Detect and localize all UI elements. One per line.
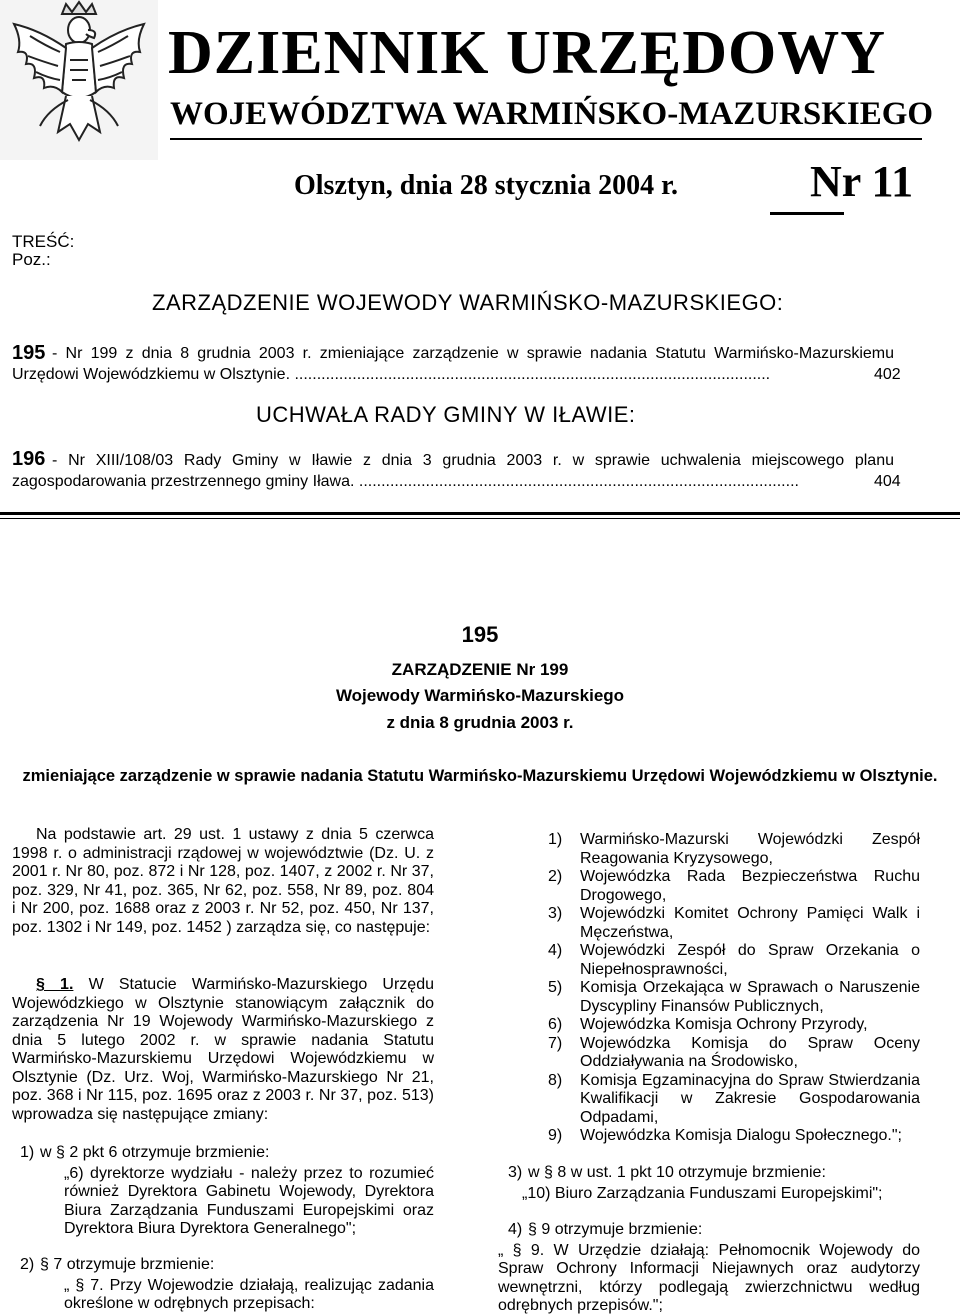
item-text: Wojewódzki Komitet Ochrony Pamięci Walk i Męczeństwa,	[580, 905, 920, 941]
item-number: 3)	[548, 905, 563, 922]
list-item	[548, 868, 920, 905]
item-number: 9)	[548, 1127, 563, 1144]
item-number: 5)	[548, 979, 563, 996]
change-4	[498, 1221, 920, 1316]
toc-divider-thin	[0, 518, 960, 519]
toc-entry-text: zagospodarowania przestrzennego gminy Iława. ...................................................................................................	[12, 473, 799, 490]
list-item	[548, 831, 920, 868]
issue-number: Nr 11	[810, 157, 914, 206]
change-head: w § 2 pkt 6 otrzymuje brzmienie:	[40, 1144, 270, 1161]
change-number: 4)	[508, 1221, 523, 1238]
item-text: Wojewódzka Komisja do Spraw Oceny Oddziaływania na Środowisko,	[580, 1034, 920, 1070]
act-type: ZARZĄDZENIE Nr 199	[391, 660, 569, 679]
list-item	[548, 979, 920, 1016]
change-head: § 7 otrzymuje brzmienie:	[40, 1256, 215, 1273]
paragraph-text: W Statucie Warmińsko-Mazurskiego Urzędu Wojewódzkiego w Olsztynie stanowiącym załącznik do zarządzenia Nr 19 Wojewody Warmińsko-Mazurskiego z dnia 5 lutego 2002 r. w sprawie nadania Statutu Warmińsko-Mazurskiemu Urzędowi Wojewódzkiemu w Olsztynie (Dz. Urz. Woj, Warmińsko-Mazurskiego Nr 21, poz. 368 i Nr 115, poz. 1695 oraz z 2003 r. Nr 37, poz. 513) wprowadza się następujące zmiany:	[12, 976, 434, 1123]
toc-position-label: Poz.:	[12, 250, 51, 269]
list-item	[548, 905, 920, 942]
toc-entry-page: 402	[868, 366, 901, 384]
change-body: „6) dyrektorze wydziału - należy przez to rozumieć również Dyrektora Gabinetu Wojewody, Dyrektora Biura Zarządzania Funduszami Europejskimi oraz Dyrektora Biura Dyrektora Generalnego";	[64, 1164, 434, 1237]
act-date: z dnia 8 grudnia 2003 r.	[386, 713, 574, 732]
item-number: 6)	[548, 1016, 563, 1033]
change-head: w § 8 w ust. 1 pkt 10 otrzymuje brzmienie:	[528, 1164, 826, 1181]
change-body: „ § 9. W Urzędzie działają: Pełnomocnik Wojewody do Spraw Ochrony Informacji Niejawnych oraz audytorzy wewnętrzni, którzy podlegają zwierzchnictwu według odrębnych przepisów.";	[498, 1241, 920, 1314]
toc-section-heading: ZARZĄDZENIE WOJEWODY WARMIŃSKO-MAZURSKIEGO:	[152, 290, 784, 315]
item-text: Komisja Orzekająca w Sprawach o Naruszenie Dyscypliny Finansów Publicznych,	[580, 979, 920, 1015]
act-number: 195	[461, 622, 499, 647]
item-text: Wojewódzki Zespół do Spraw Orzekania o Niepełnosprawności,	[580, 942, 920, 978]
item-text: Warmińsko-Mazurski Wojewódzki Zespół Reagowania Kryzysowego,	[580, 831, 920, 867]
journal-subtitle: WOJEWÓDZTWA WARMIŃSKO-MAZURSKIEGO	[170, 96, 934, 132]
item-text: Wojewódzka Rada Bezpieczeństwa Ruchu Drogowego,	[580, 868, 920, 904]
change-1	[20, 1144, 434, 1239]
change-number: 2)	[20, 1256, 35, 1273]
toc-entry-text: - Nr 199 z dnia 8 grudnia 2003 r. zmieniające zarządzenie w sprawie nadania Statutu Warmińsko-Mazurskiemu	[52, 345, 894, 362]
preamble	[12, 826, 434, 937]
item-number: 8)	[548, 1071, 563, 1089]
paragraph-sign: § 1.	[36, 976, 74, 993]
item-text: Wojewódzka Komisja Dialogu Społecznego.";	[580, 1127, 902, 1144]
place-date: Olsztyn, dnia 28 stycznia 2004 r.	[294, 170, 678, 201]
toc-label: TREŚĆ:	[12, 232, 75, 251]
item-number: 4)	[548, 942, 563, 959]
act-subject: zmieniające zarządzenie w sprawie nadania Statutu Warmińsko-Mazurskiemu Urzędowi Wojewódzkiemu w Olsztynie.	[22, 767, 938, 785]
list-item	[548, 1072, 920, 1128]
item-text: Wojewódzka Komisja Ochrony Przyrody,	[580, 1016, 868, 1033]
toc-entry-number: 195	[12, 342, 46, 364]
paragraph-1	[12, 976, 434, 1124]
list-item	[548, 1035, 920, 1072]
toc-entry-text: Urzędowi Wojewódzkiemu w Olsztynie. ...........................................................................................................	[12, 366, 771, 383]
toc-entry-number: 196	[12, 448, 46, 470]
change-body: „10) Biuro Zarządzania Funduszami Europejskimi";	[522, 1184, 883, 1202]
list-item	[548, 942, 920, 979]
committee-list	[548, 831, 920, 1146]
list-item	[548, 1016, 920, 1035]
toc-divider	[0, 512, 960, 515]
eagle-emblem-icon	[0, 0, 158, 160]
journal-title: DZIENNIK URZĘDOWY	[168, 19, 887, 87]
act-issuer: Wojewody Warmińsko-Mazurskiego	[335, 686, 625, 705]
change-2	[20, 1256, 434, 1314]
toc-entry-text: - Nr XIII/108/03 Rady Gminy w Iławie z dnia 3 grudnia 2003 r. w sprawie uchwalenia miejscowego planu	[52, 452, 894, 469]
item-text: Komisja Egzaminacyjna do Spraw Stwierdzania Kwalifikacji w Zakresie Gospodarowania Odpadami,	[580, 1071, 920, 1126]
toc-section-heading: UCHWAŁA RADY GMINY W IŁAWIE:	[256, 402, 636, 427]
item-number: 1)	[548, 831, 563, 848]
list-item	[548, 1127, 920, 1146]
change-body: „ § 7. Przy Wojewodzie działają, realizując zadania określone w odrębnych przepisach:	[64, 1276, 434, 1312]
issue-underline	[770, 212, 844, 215]
header-rule	[170, 138, 922, 140]
emblem-box	[0, 0, 158, 160]
preamble-text: Na podstawie art. 29 ust. 1 ustawy z dnia 5 czerwca 1998 r. o administracji rządowej w województwie (Dz. U. z 2001 r. Nr 80, poz. 872 i Nr 128, poz. 1407, z 2002 r. Nr 37, poz. 329, Nr 41, poz. 365, Nr 62, poz. 558, Nr 89, poz. 804 i Nr 200, poz. 1688 oraz z 2003 r. Nr 52, poz. 450, Nr 137, poz. 1302 i Nr 149, poz. 1452 ) zarządza się, co następuje:	[12, 826, 434, 936]
change-number: 3)	[508, 1164, 523, 1181]
item-number: 7)	[548, 1034, 563, 1052]
toc-entry-page: 404	[868, 473, 901, 491]
item-number: 2)	[548, 868, 563, 885]
change-head: § 9 otrzymuje brzmienie:	[528, 1221, 703, 1238]
change-3	[508, 1164, 920, 1203]
change-number: 1)	[20, 1144, 35, 1161]
